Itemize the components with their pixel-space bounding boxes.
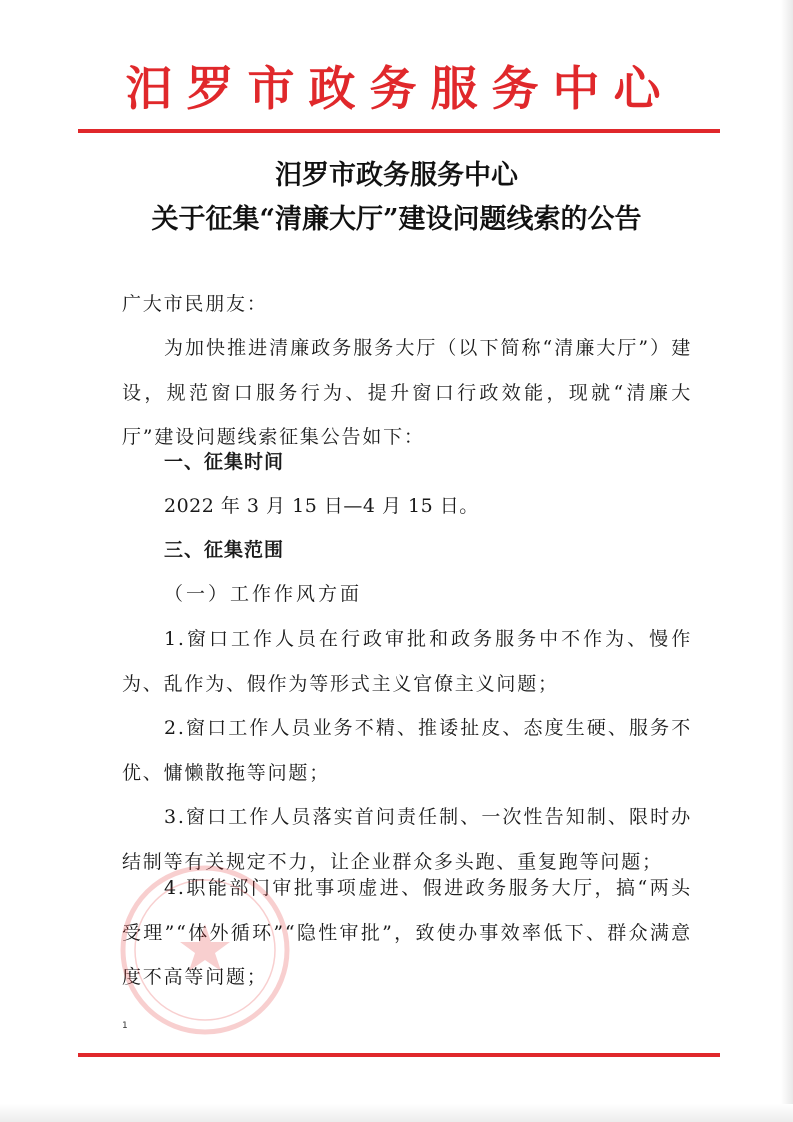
- scope-item-2: 2.窗口工作人员业务不精、推诿扯皮、态度生硬、服务不优、慵懒散拖等问题；: [122, 717, 692, 784]
- document-title-line1: 汨罗市政务服务中心: [275, 160, 518, 191]
- masthead-title: 汨罗市政务服务中心: [125, 62, 675, 117]
- official-seal-icon: [117, 862, 293, 1038]
- scan-edge-bottom: [0, 1104, 793, 1122]
- section-heading-time: 一、征集时间: [164, 451, 285, 473]
- subsection-heading-work-style: （一）工作作风方面: [164, 583, 363, 605]
- intro-paragraph: 为加快推进清廉政务服务大厅（以下简称“清廉大厅”）建设，规范窗口服务行为、提升窗口行政效能，现就“清廉大厅”建设问题线索征集公告如下：: [122, 337, 692, 448]
- salutation: 广大市民朋友：: [122, 293, 268, 315]
- footer-divider: [78, 1053, 720, 1057]
- masthead-divider: [78, 129, 720, 133]
- scope-item-3: 3.窗口工作人员落实首问责任制、一次性告知制、限时办结制等有关规定不力，让企业群众多头跑、重复跑等问题；: [122, 806, 692, 873]
- scope-item-4: 4.职能部门审批事项虚进、假进政务服务大厅，搞“两头受理”“体外循环”“隐性审批”，致使办事效率低下、群众满意度不高等问题；: [122, 877, 692, 988]
- collection-period: 2022 年 3 月 15 日—4 月 15 日。: [164, 495, 479, 517]
- scope-item-1: 1.窗口工作人员在行政审批和政务服务中不作为、慢作为、乱作为、假作为等形式主义官僚主义问题；: [122, 628, 692, 695]
- document-title-line2: 关于征集“清廉大厅”建设问题线索的公告: [151, 204, 642, 235]
- section-heading-scope: 三、征集范围: [164, 539, 285, 561]
- scan-edge-right: [781, 0, 793, 1122]
- page-mark: 1: [122, 1021, 128, 1031]
